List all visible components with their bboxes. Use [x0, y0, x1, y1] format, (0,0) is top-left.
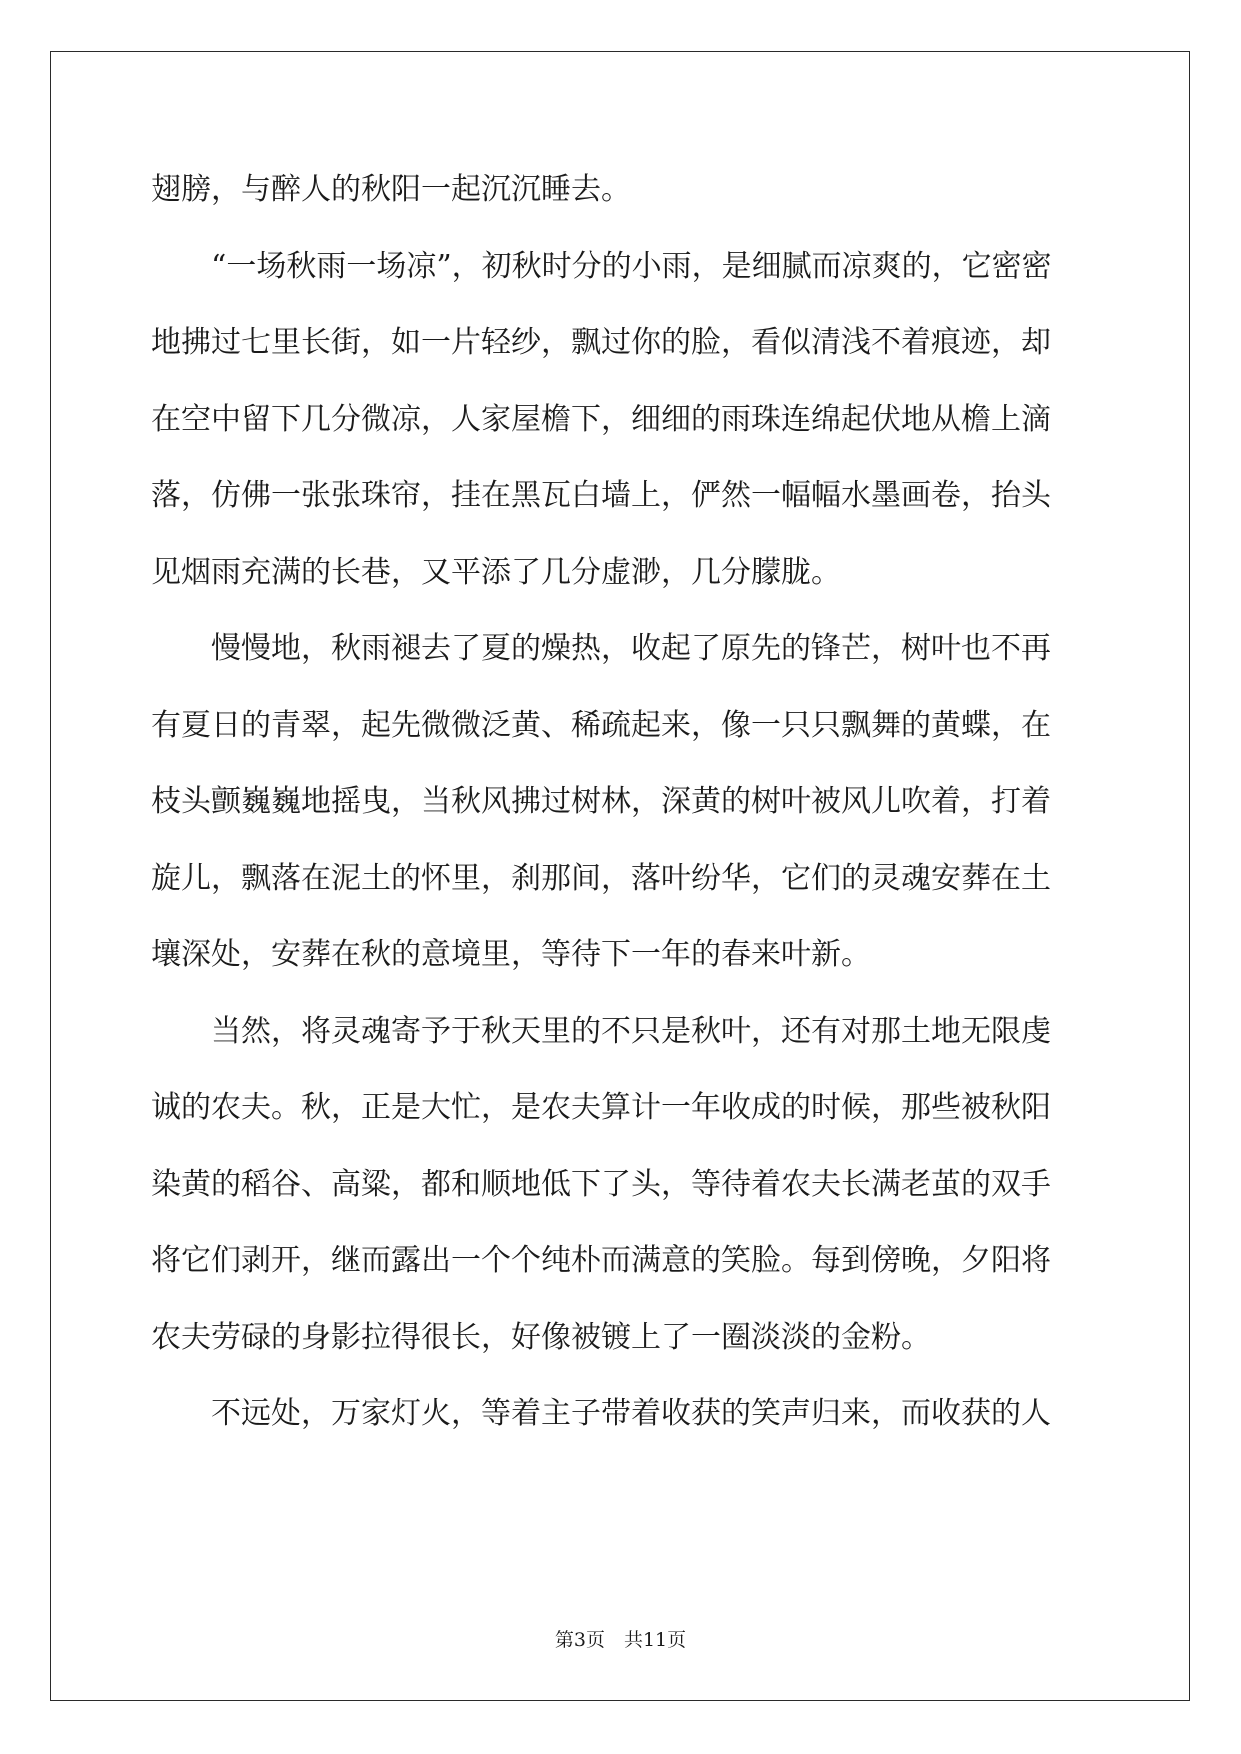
- text-line: 染黄的稻谷、高粱，都和顺地低下了头，等待着农夫长满老茧的双手: [151, 1166, 1051, 1202]
- text-line: 农夫劳碌的身影拉得很长，好像被镀上了一圈淡淡的金粉。: [151, 1319, 931, 1355]
- text-line: 落，仿佛一张张珠帘，挂在黑瓦白墙上，俨然一幅幅水墨画卷，抬头: [151, 478, 1051, 513]
- text-line: 不远处，万家灯火，等着主子带着收获的笑声归来，而收获的人: [211, 1396, 1051, 1431]
- text-line: 有夏日的青翠，起先微微泛黄、稀疏起来，像一只只飘舞的黄蝶，在: [151, 707, 1051, 743]
- text-line: 旋儿，飘落在泥土的怀里，刹那间，落叶纷华，它们的灵魂安葬在土: [151, 860, 1051, 896]
- text-line: 诚的农夫。秋，正是大忙，是农夫算计一年收成的时候，那些被秋阳: [151, 1090, 1051, 1125]
- text-line: “一场秋雨一场凉”，初秋时分的小雨，是细腻而凉爽的，它密密: [211, 248, 1052, 284]
- text-line: 见烟雨充满的长巷，又平添了几分虚渺，几分朦胧。: [151, 554, 841, 590]
- document-body: [151, 152, 1091, 1453]
- text-line: 地拂过七里长街，如一片轻纱，飘过你的脸，看似清浅不着痕迹，却: [151, 325, 1051, 360]
- text-line: 将它们剥开，继而露出一个个纯朴而满意的笑脸。每到傍晚，夕阳将: [151, 1243, 1051, 1278]
- text-line: 翅膀，与醉人的秋阳一起沉沉睡去。: [151, 172, 631, 207]
- text-line: 在空中留下几分微凉，人家屋檐下，细细的雨珠连绵起伏地从檐上滴: [151, 401, 1051, 437]
- text-line: 慢慢地，秋雨褪去了夏的燥热，收起了原先的锋芒，树叶也不再: [211, 631, 1051, 666]
- text-line: 当然，将灵魂寄予于秋天里的不只是秋叶，还有对那土地无限虔: [211, 1013, 1051, 1049]
- page-number-footer: 第3页 共11页: [554, 1629, 687, 1651]
- text-line: 枝头颤巍巍地摇曳，当秋风拂过树林，深黄的树叶被风儿吹着，打着: [151, 784, 1051, 819]
- text-line: 壤深处，安葬在秋的意境里，等待下一年的春来叶新。: [151, 937, 871, 972]
